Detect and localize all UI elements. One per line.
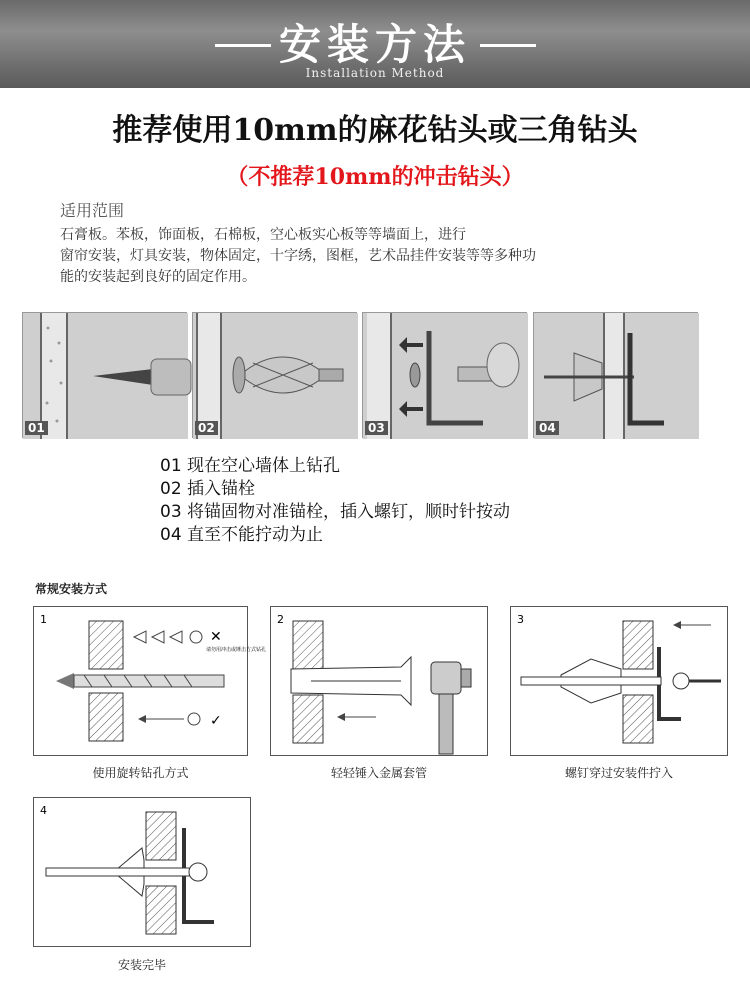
banner-right-dash bbox=[480, 44, 536, 47]
svg-text:✕: ✕ bbox=[210, 629, 222, 645]
steps-list bbox=[160, 455, 510, 547]
step-item: 01 现在空心墙体上钻孔 bbox=[160, 456, 341, 476]
step-item: 04 直至不能拧动为止 bbox=[160, 525, 324, 545]
step-item: 02 插入锚栓 bbox=[160, 479, 256, 499]
scope-line: 能的安装起到良好的固定作用。 bbox=[60, 269, 256, 285]
photo-step-4 bbox=[533, 312, 698, 438]
diagram-complete bbox=[33, 797, 251, 947]
diagram-screw bbox=[510, 606, 728, 756]
diagram-hammer bbox=[270, 606, 488, 756]
photo-step-3 bbox=[362, 312, 527, 438]
diagram-number: 4 bbox=[40, 804, 47, 817]
photo-step-2 bbox=[192, 312, 357, 438]
scope-text bbox=[60, 225, 660, 288]
subheadline-warning: （不推荐10mm的冲击钻头） bbox=[226, 164, 524, 190]
caption-hammer: 轻轻锤入金属套管 bbox=[330, 766, 427, 780]
diagram-drilling bbox=[33, 606, 267, 756]
scope-line: 窗帘安装，灯具安装，物体固定，十字绣，图框，艺术品挂件安装等等多种功 bbox=[60, 248, 536, 264]
banner-subtitle: Installation Method bbox=[305, 66, 445, 80]
caption-complete: 安装完毕 bbox=[117, 958, 166, 972]
headline: 推荐使用10mm的麻花钻头或三角钻头 bbox=[112, 113, 638, 148]
header-banner bbox=[0, 0, 750, 88]
scope-line: 石膏板。苯板，饰面板，石棉板，空心板实心板等等墙面上，进行 bbox=[60, 227, 466, 243]
caption-screw: 螺钉穿过安装件拧入 bbox=[564, 766, 673, 780]
banner-title: 安装方法 bbox=[278, 20, 471, 69]
diagram-number: 1 bbox=[40, 613, 47, 626]
diagram-note: 请勿用冲击或锤击方式钻孔 bbox=[206, 647, 267, 653]
photo-step-number: 04 bbox=[536, 421, 559, 435]
photo-step-number: 03 bbox=[365, 421, 388, 435]
step-item: 03 将锚固物对准锚栓，插入螺钉，顺时针按动 bbox=[160, 502, 511, 522]
caption-drilling: 使用旋转钻孔方式 bbox=[92, 766, 189, 780]
diagram-number: 3 bbox=[517, 613, 524, 626]
diagram-number: 2 bbox=[277, 613, 284, 626]
conventional-title: 常规安装方式 bbox=[35, 582, 108, 596]
scope-title: 适用范围 bbox=[60, 201, 125, 220]
photo-step-number: 01 bbox=[25, 421, 48, 435]
svg-text:✓: ✓ bbox=[210, 713, 222, 729]
photo-step-1 bbox=[22, 312, 187, 438]
photo-step-number: 02 bbox=[195, 421, 218, 435]
